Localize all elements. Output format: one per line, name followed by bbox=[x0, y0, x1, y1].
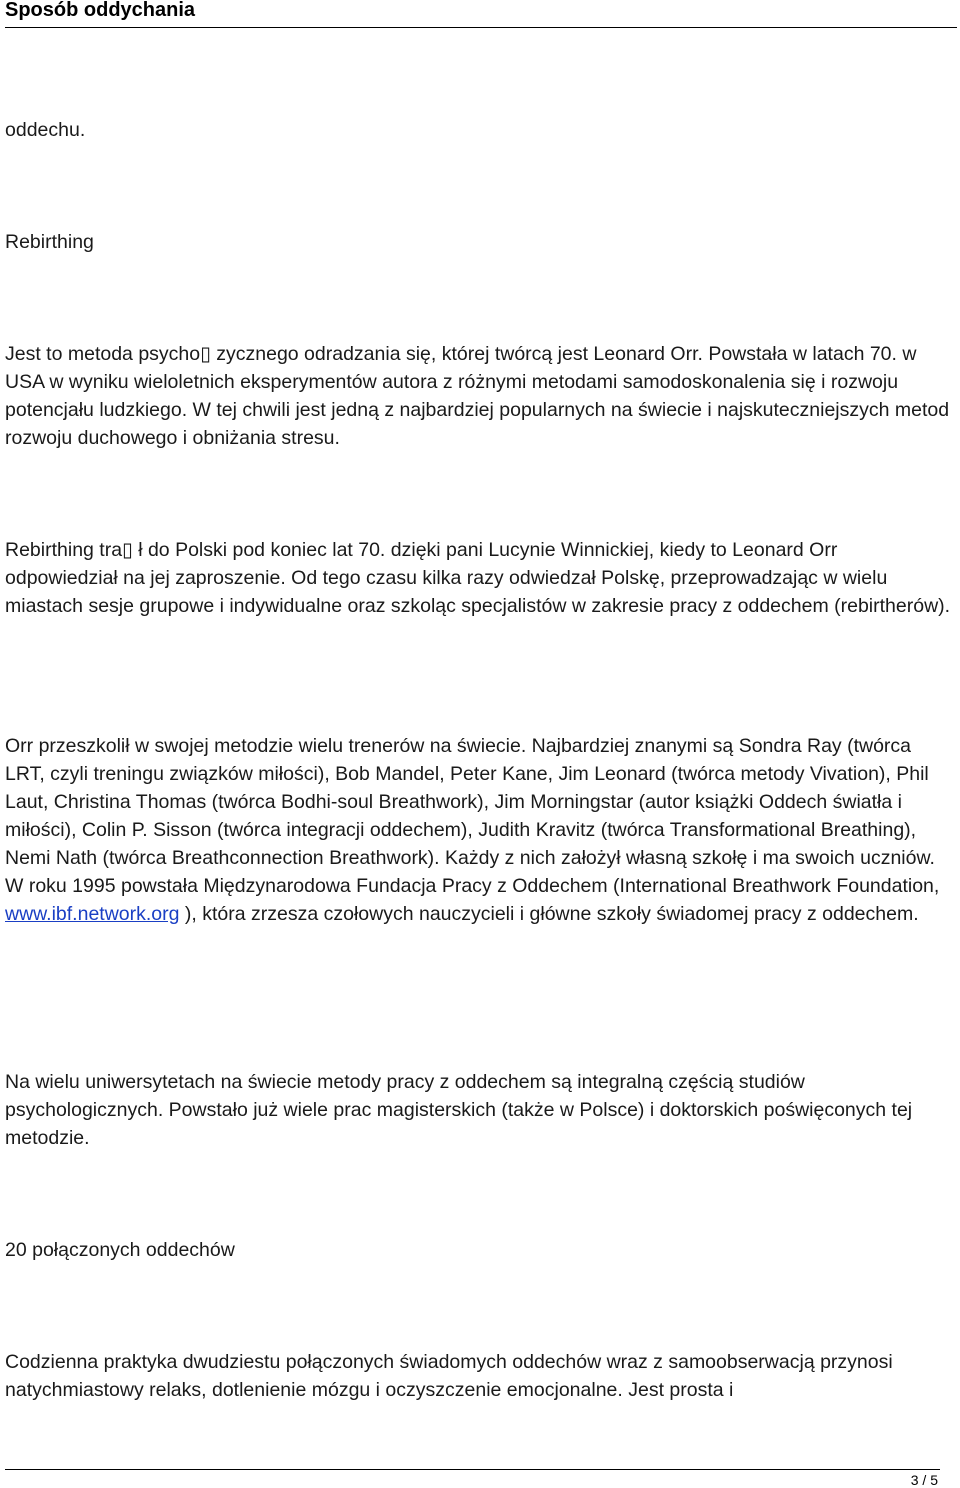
ibf-link[interactable]: www.ibf.network.org bbox=[5, 903, 180, 925]
paragraph-trainers bbox=[5, 732, 955, 928]
section-heading-rebirthing: Rebirthing bbox=[5, 231, 94, 253]
section-heading-20-breaths: 20 połączonych oddechów bbox=[5, 1239, 235, 1261]
page-header bbox=[5, 0, 957, 28]
paragraph-universities: Na wielu uniwersytetach na świecie metody pracy z oddechem są integralną częścią studiów psychologicznych. Powstało już wiele prac magisterskich (także w Polsce) i doktorskich poświęconych tej metodzie. bbox=[5, 1071, 913, 1149]
footer-divider bbox=[5, 1469, 940, 1470]
paragraph-daily-practice: Codzienna praktyka dwudziestu połączonych świadomych oddechów wraz z samoobserwacją przynosi natychmiastowy relaks, dotlenienie mózgu i oczyszczenie emocjonalne. Jest prosta i bbox=[5, 1351, 893, 1401]
document-title: Sposób oddychania bbox=[5, 0, 196, 21]
paragraph-trainers-text: Orr przeszkolił w swojej metodzie wielu trenerów na świecie. Najbardziej znanymi są Sondra Ray (twórca LRT, czyli treningu związków miłości), Bob Mandel, Peter Kane, Jim Leonard (twórca metody Vivation), Phil Laut, Christina Thomas (twórca Bodhi-soul Breathwork), Jim Morningstar (autor książki Oddech światła i miłości), Colin P. Sisson (twórca integracji oddechem), Judith Kravitz (twórca Transformational Breathing), Nemi Nath (twórca Breathconnection Breathwork). Każdy z nich założył własną szkołę i ma swoich uczniów. W roku 1995 powstała Międzynarodowa Fundacja Pracy z Oddechem (International Breathwork Foundation, bbox=[5, 735, 940, 897]
paragraph-oddechu: oddechu. bbox=[5, 119, 86, 141]
paragraph-rebirthing-intro: Jest to metoda psycho▯ zycznego odradzania się, której twórcą jest Leonard Orr. Powstała w latach 70. w USA w wyniku wieloletnich eksperymentów autora z różnymi metodami samodoskonalenia się i rozwoju potencjału ludzkiego. W tej chwili jest jedną z najbardziej popularnych na świecie i najskuteczniejszych metod rozwoju duchowego i obniżania stresu. bbox=[5, 343, 950, 449]
paragraph-rebirthing-poland: Rebirthing tra▯ ł do Polski pod koniec lat 70. dzięki pani Lucynie Winnickiej, kiedy to Leonard Orr odpowiedział na jej zaproszenie. Od tego czasu kilka razy odwiedzał Polskę, przeprowadzając w wielu miastach sesje grupowe i indywidualne oraz szkoląc specjalistów w zakresie pracy z oddechem (rebirtherów). bbox=[5, 539, 951, 617]
paragraph-trainers-text-end: ), która zrzesza czołowych nauczycieli i główne szkoły świadomej pracy z oddechem. bbox=[179, 903, 919, 925]
page-number: 3 / 5 bbox=[910, 1472, 938, 1488]
